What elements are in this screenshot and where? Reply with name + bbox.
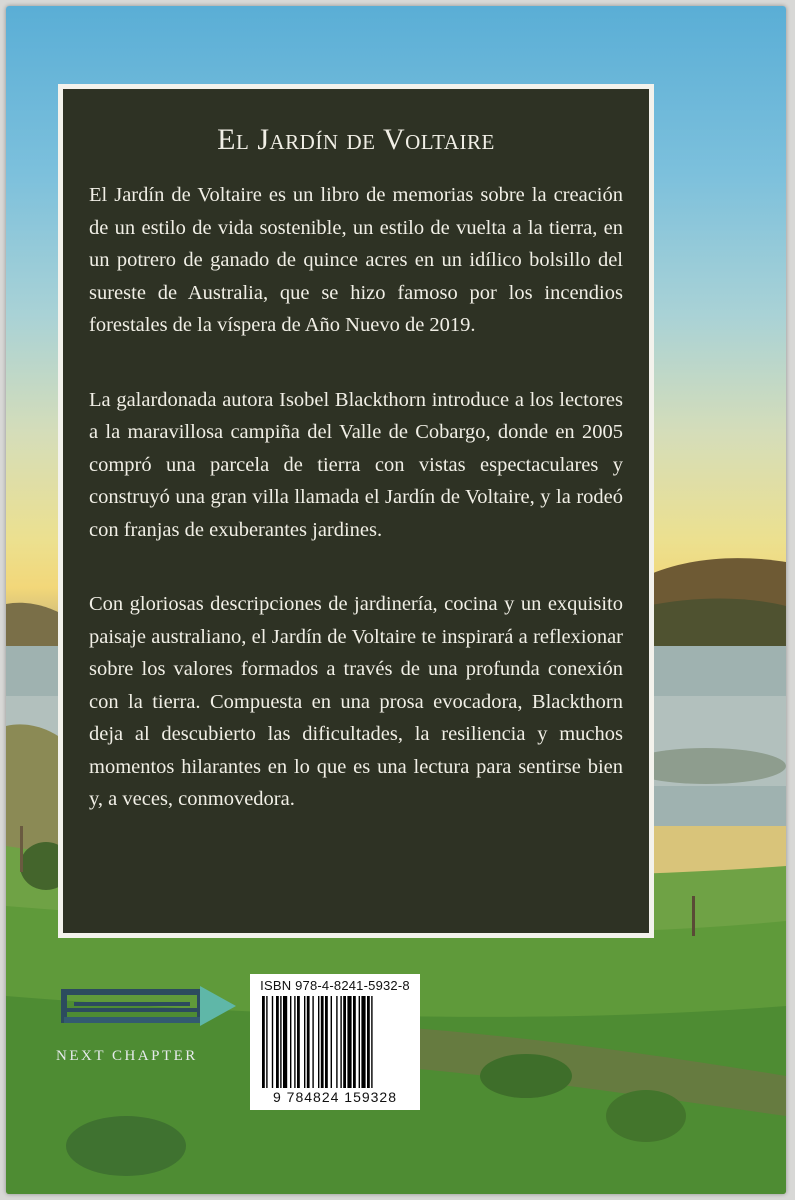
blurb-paragraph-1: El Jardín de Voltaire es un libro de memorias sobre la creación de un estilo de vida sostenible, un estilo de vuelta a la tierra, en un potrero de ganado de quince acres en un idílico bolsillo del sureste de Australia, que se hizo famoso por los incendios forestales de la víspera de Año Nuevo de 2019. [89, 184, 623, 336]
barcode-bars [260, 996, 410, 1088]
blurb-panel [58, 84, 654, 938]
isbn-label: ISBN 978-4-8241-5932-8 [260, 978, 410, 993]
book-title: El Jardín de Voltaire [217, 123, 495, 156]
publisher-name: NEXT CHAPTER [56, 1048, 198, 1064]
blurb-paragraph-2: La galardonada autora Isobel Blackthorn introduce a los lectores a la maravillosa campiña del Valle de Cobargo, donde en 2005 compró una parcela de tierra con vistas espectaculares y construyó una gran villa llamada el Jardín de Voltaire, y la rodeó con franjas de exuberantes jardines. [89, 388, 623, 541]
barcode-digits: 9 784824 159328 [273, 1089, 397, 1105]
isbn-barcode [250, 974, 420, 1110]
blurb-paragraph-3: Con gloriosas descripciones de jardinería, cocina y un exquisito paisaje australiano, el Jardín de Voltaire te inspirará a reflexionar sobre los valores formados a través de una profunda conexión con la tierra. Compuesta en una prosa evocadora, Blackthorn deja al descubierto las dificultades, la resiliencia y muchos momentos hilarantes en lo que es una lectura para sentirse bien y, a veces, conmovedora. [89, 593, 623, 810]
